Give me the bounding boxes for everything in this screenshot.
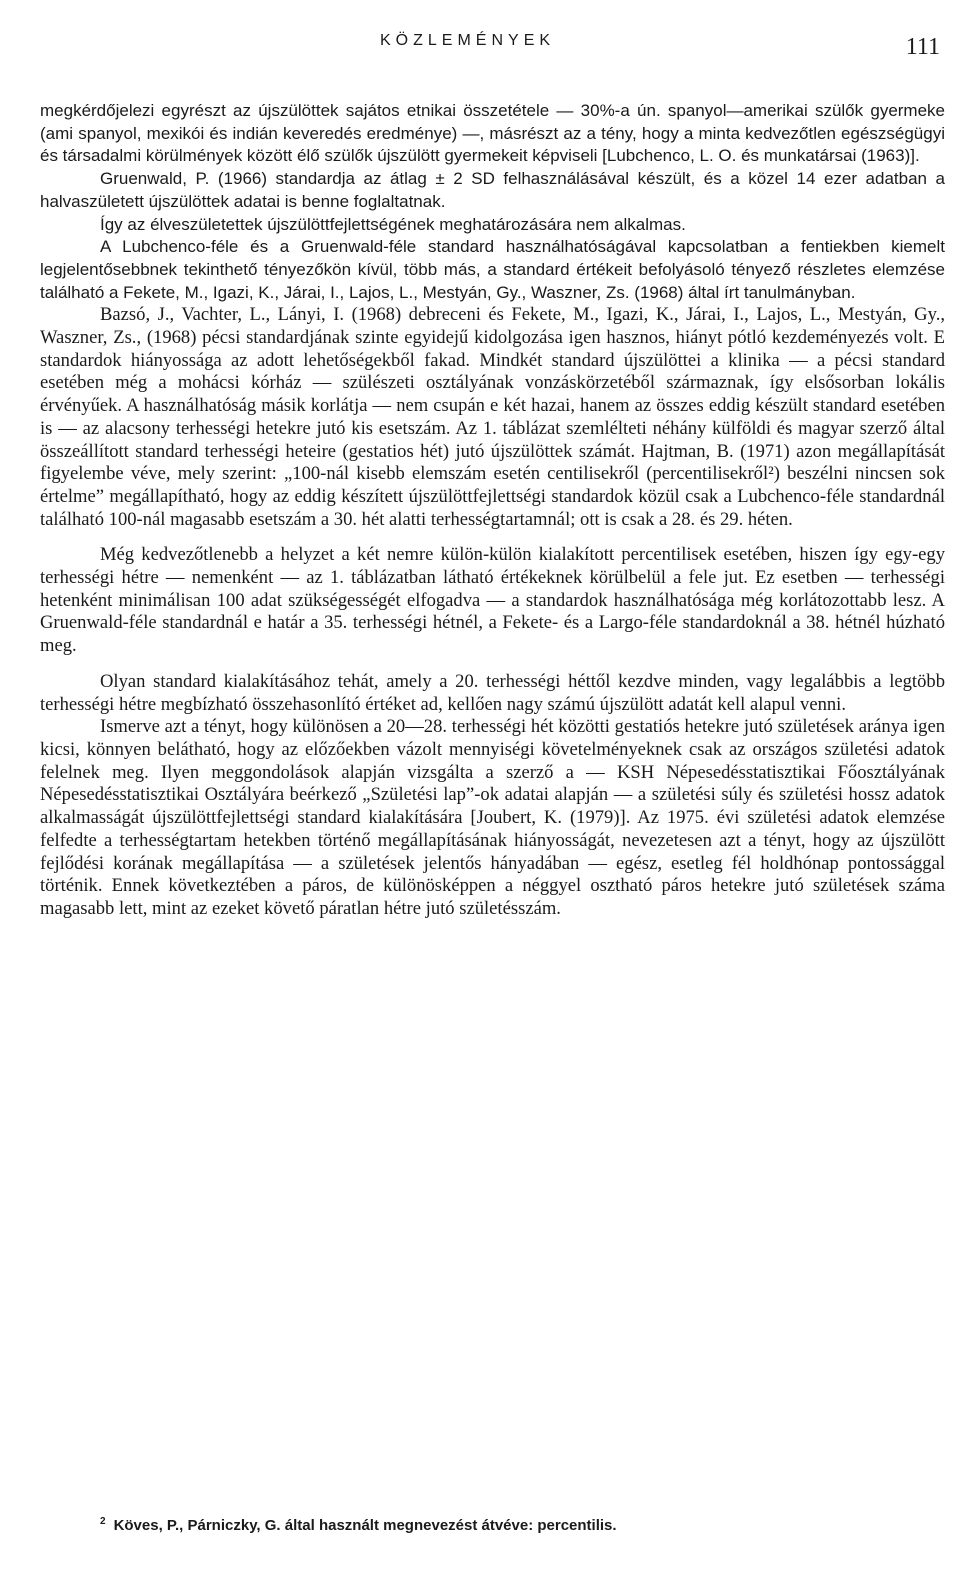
body-text	[40, 100, 945, 921]
paragraph-4: A Lubchenco-féle és a Gruenwald-féle standard használhatóságával kapcsolatban a fentiekben kiemelt legjelentősebbnek tekinthető tényezőkön kívül, több más, a standard értékeit befolyásoló tényező részletes elemzése található a Fekete, M., Igazi, K., Járai, I., Lajos, L., Mestyán, Gy., Waszner, Zs. (1968) által írt tanulmányban.	[40, 237, 945, 302]
paragraph-8: Ismerve azt a tényt, hogy különösen a 20—28. terhességi hét közötti gestatiós hetekre jutó születések aránya igen kicsi, könnyen belátható, hogy az előzőekben vázolt mennyiségi követelményeknek csak az országos születési adatok felelnek meg. Ilyen meggondolások alapján vizsgálta a szerző a — KSH Népesedésstatisztikai Főosztályának Népesedésstatisztikai Osztályára beérkező „Születési lap”-ok adatai alapján — a születési súly és születési hossz adatok alkalmasságát újszülöttfejlettségi standard kialakítására [Joubert, K. (1979)]. Az 1975. évi születési adatok elemzése felfedte a terhességtartam hetekben történő megállapításának hiányosságát, nevezetesen azt a tényt, hogy az újszülött fejlődési korának megállapítása — a születések jelentős hányadában — egész, esetleg fél holdhónap pontossággal történik. Ennek következtében a páros, de különösképpen a néggyel osztható páros hetekre jutó születések száma magasabb lett, mint az ezeket követő páratlan hétre jutó születésszám.	[40, 716, 945, 919]
paragraph-2: Gruenwald, P. (1966) standardja az átlag ± 2 SD felhasználásával készült, és a közel 14 ezer adatban a halvaszületett újszülöttek adatai is benne foglaltatnak.	[40, 169, 945, 211]
paragraph-6: Még kedvezőtlenebb a helyzet a két nemre külön-külön kialakított percentilisek esetében, hiszen így egy-egy terhességi hétre — nemenként — az 1. táblázatban látható értékeknek körülbelül a fele jut. Ez esetben — terhességi hetenként minimálisan 100 adat szükségességét elfogadva — a standardok használhatósága még korlátozottabb lesz. A Gruenwald-féle standardnál e határ a 35. terhességi hétnél, a Fekete- és a Largo-féle standardoknál a 38. hétnél húzható meg.	[40, 544, 945, 657]
running-title: KÖZLEMÉNYEK	[380, 32, 556, 49]
footnote-marker: 2	[100, 1516, 106, 1527]
footnote	[100, 1516, 940, 1534]
paragraph-1: megkérdőjelezi egyrészt az újszülöttek sajátos etnikai összetétele — 30%-a ún. spanyol—amerikai szülők gyermeke (ami spanyol, mexikói és indián keveredés eredménye) —, másrészt az a tény, hogy a minta kedvezőtlen egészségügyi és társadalmi körülmények között élő szülők újszülött gyermekeit képviseli [Lubchenco, L. O. és munkatársai (1963)].	[40, 101, 945, 166]
paragraph-3: Így az élveszületettek újszülöttfejlettségének meghatározására nem alkalmas.	[100, 214, 686, 234]
page-header	[0, 26, 960, 66]
paragraph-5: Bazsó, J., Vachter, L., Lányi, I. (1968) debreceni és Fekete, M., Igazi, K., Járai, I., Lajos, L., Mestyán, Gy., Waszner, Zs., (1968) pécsi standardjának szinte egyidejű kidolgozása igen hasznos, hiányt pótló kezdeményezés volt. E standardok hiányossága az adott lehetőségekből fakad. Mindkét standard újszülöttei a klinika — a pécsi standard esetében még a mohácsi kórház — szülészeti osztályának vonzáskörzetéből származnak, így elsősorban lokális érvényűek. A használhatóság másik korlátja — nem csupán e két hazai, hanem az összes eddig készült standard esetében is — az alacsony terhességi hetekre jutó kis esetszám. Az 1. táblázat szemlélteti néhány külföldi és magyar szerző által összeállított standard terhességi heteire (gestatios hét) jutó újszülöttek számát. Hajtman, B. (1971) azon megállapítását figyelembe véve, mely szerint: „100-nál kisebb elemszám esetén centilisekről (percentilisekről²) beszélni nincsen sok értelme” megállapítható, hogy az eddig készített újszülöttfejlettségi standardok közül csak a Lubchenco-féle standardnál található 100-nál magasabb esetszám a 30. hét alatti terhességtartamnál; ott is csak a 28. és 29. héten.	[40, 304, 945, 530]
paragraph-7: Olyan standard kialakításához tehát, amely a 20. terhességi héttől kezdve minden, vagy legalábbis a legtöbb terhességi hétre megbízható összehasonlító értéket ad, kellően nagy számú újszülött adatát kell alapul venni.	[40, 670, 945, 715]
page-number: 111	[905, 34, 940, 60]
footnote-text: Köves, P., Párniczky, G. által használt megnevezést átvéve: percentilis.	[113, 1517, 617, 1534]
